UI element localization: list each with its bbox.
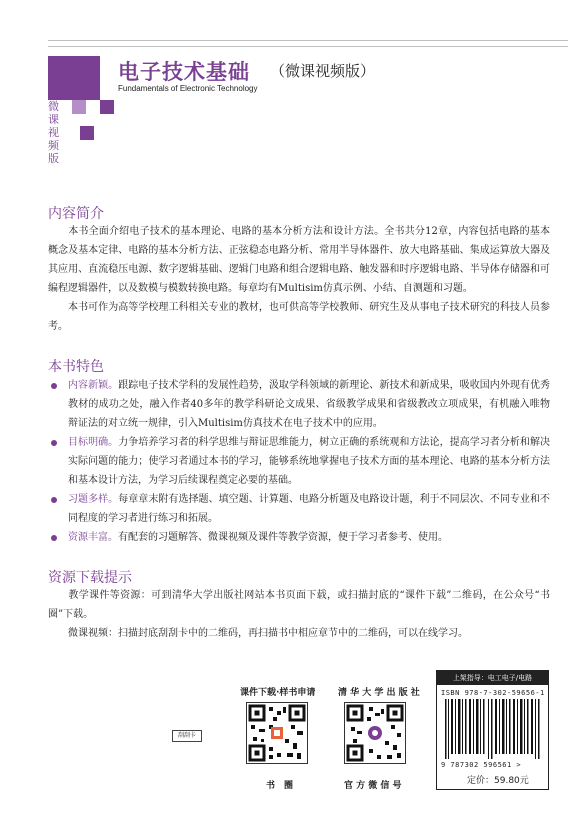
barcode-icon <box>443 699 542 759</box>
qr2-top-label: 清 华 大 学 出 版 社 <box>338 688 420 698</box>
qr1-top-label: 课件下载·样书申请 <box>240 688 316 698</box>
book-subtitle-english: Fundamentals of Electronic Technology <box>118 84 258 93</box>
features-heading: 本书特色 <box>48 359 104 375</box>
qr-code-1-icon[interactable] <box>246 702 308 764</box>
resources-heading: 资源下载提示 <box>48 570 132 586</box>
barcode-digits: 9 787302 596561 > <box>441 761 522 769</box>
resources-paragraph-1: 教学课件等资源：可到清华大学出版社网站本书页面下载，或扫描封底的“课件下载”二维码，在公众号“书圈”下载。 <box>48 590 550 620</box>
bullet-dot-icon <box>51 440 57 446</box>
resources-paragraph-2: 微课视频：扫描封底刮刮卡中的二维码，再扫描书中相应章节中的二维码，可以在线学习。 <box>68 628 468 639</box>
scratch-card-label: 刮刮卡 <box>172 730 202 742</box>
feature-item: 习题多样。每章章末附有选择题、填空题、计算题、电路分析题及电路设计题，利于不同层次、不同专业和不同程度的学习者进行练习和拓展。 <box>50 490 550 528</box>
top-rule-1 <box>48 40 568 41</box>
book-edition: （微课视频版） <box>270 62 376 80</box>
isbn-number: ISBN 978-7-302-59656-1 <box>441 689 545 697</box>
feature-item: 目标明确。力争培养学习者的科学思维与辩证思维能力，树立正确的系统观和方法论，提高学习者分析和解决实际问题的能力；使学习者通过本书的学习，能够系统地掌握电子技术方面的基本理论、电路的基本分析方法和基本设计方法，为学习后续课程奠定必要的基础。 <box>50 433 550 490</box>
feature-item: 资源丰富。有配套的习题解答、微课视频及课件等教学资源，便于学习者参考、使用。 <box>50 528 550 547</box>
isbn-box <box>436 670 549 790</box>
intro-paragraph-1: 本书全面介绍电子技术的基本理论、电路的基本分析方法和设计方法。全书共分12章，内容包括电路的基本概念及基本定律、电路的基本分析方法、正弦稳态电路分析、常用半导体器件、放大电路基础、集成运算放大器及其应用、直流稳压电源、数字逻辑基础、逻辑门电路和组合逻辑电路、触发器和时序逻辑电路、半导体存储器和可编程逻辑器件，以及数模与模数转换电路。每章均有Multisim仿真示例、小结、自测题和习题。 <box>48 226 550 294</box>
book-title: 电子技术基础 <box>118 60 250 84</box>
intro-paragraph-2: 本书可作为高等学校理工科相关专业的教材，也可供高等学校教师、研究生及从事电子技术研究的科技人员参考。 <box>48 302 550 332</box>
price-label: 定价：59.80元 <box>467 776 529 786</box>
qr-code-2-icon[interactable] <box>344 702 406 764</box>
intro-heading: 内容简介 <box>48 206 104 222</box>
bullet-dot-icon <box>51 497 57 503</box>
features-list <box>50 376 550 547</box>
bullet-dot-icon <box>51 535 57 541</box>
qr1-bottom-label: 书 圈 <box>266 781 294 791</box>
vertical-edition-label: 微课视频版 <box>48 100 59 165</box>
top-rule-2 <box>48 46 568 47</box>
shelf-category: 上架指导：电工电子/电路 <box>437 671 548 685</box>
qr2-bottom-label: 官 方 微 信 号 <box>344 781 402 791</box>
bullet-dot-icon <box>51 383 57 389</box>
feature-item: 内容新颖。跟踪电子技术学科的发展性趋势，汲取学科领域的新理论、新技术和新成果，吸收国内外现有优秀教材的成功之处，融入作者40多年的教学科研论文成果、省级教学成果和省级教改立项成果，有机融入唯物辩证法的对立统一规律，引入Multisim仿真技术在电子技术中的应用。 <box>50 376 550 433</box>
